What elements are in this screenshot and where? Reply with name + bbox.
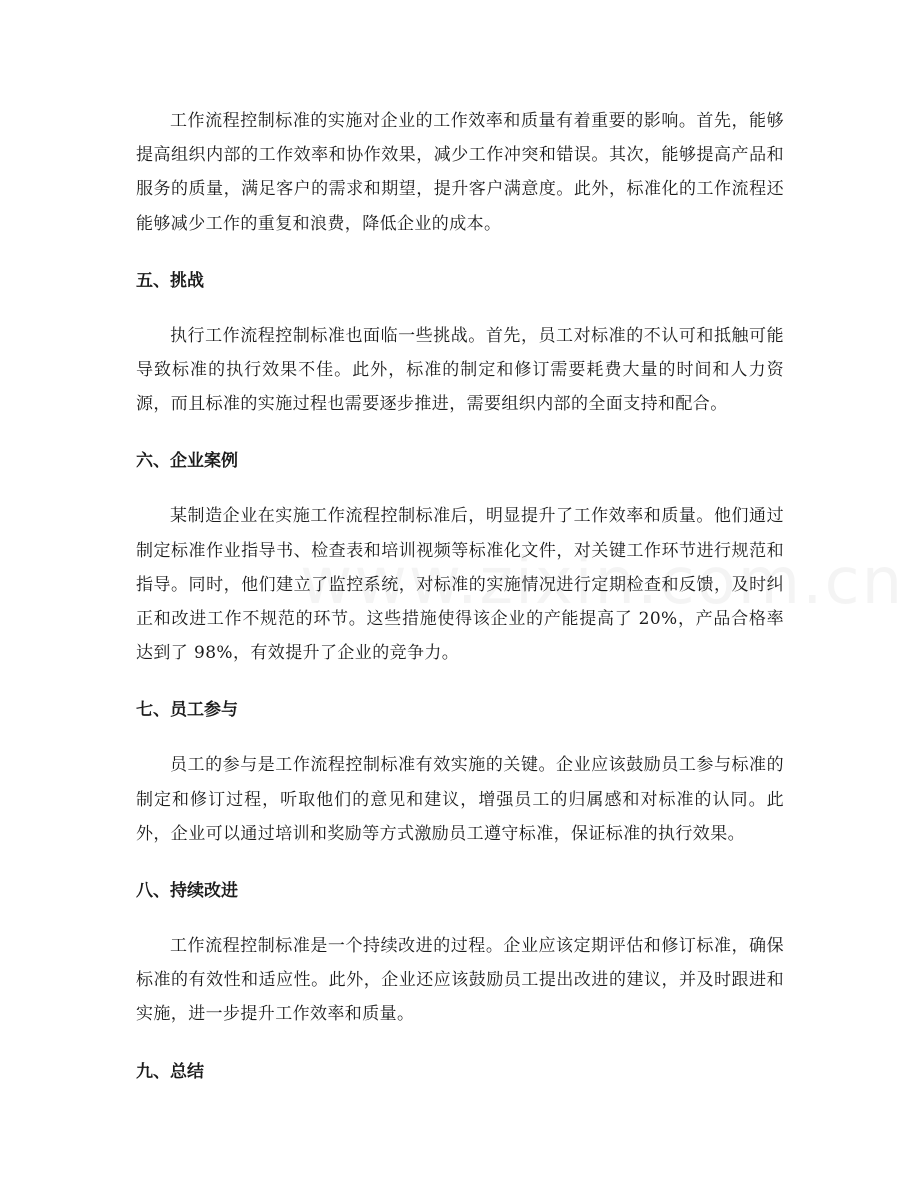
document-body <box>136 104 784 1089</box>
paragraph-impact: 工作流程控制标准的实施对企业的工作效率和质量有着重要的影响。首先，能够提高组织内部的工作效率和协作效果，减少工作冲突和错误。其次，能够提高产品和服务的质量，满足客户的需求和期望，提升客户满意度。此外，标准化的工作流程还能够减少工作的重复和浪费，降低企业的成本。 <box>136 111 784 234</box>
paragraph-case-study: 某制造企业在实施工作流程控制标准后，明显提升了工作效率和质量。他们通过制定标准作业指导书、检查表和培训视频等标准化文件，对关键工作环节进行规范和指导。同时，他们建立了监控系统，对标准的实施情况进行定期检查和反馈，及时纠正和改进工作不规范的环节。这些措施使得该企业的产能提高了 20%，产品合格率达到了 98%，有效提升了企业的竞争力。 <box>136 506 784 664</box>
heading-challenges: 五、挑战 <box>136 270 204 291</box>
paragraph-continuous-improvement: 工作流程控制标准是一个持续改进的过程。企业应该定期评估和修订标准，确保标准的有效性和适应性。此外，企业还应该鼓励员工提出改进的建议，并及时跟进和实施，进一步提升工作效率和质量。 <box>136 936 784 1025</box>
heading-continuous-improvement: 八、持续改进 <box>136 881 238 902</box>
paragraph-challenges: 执行工作流程控制标准也面临一些挑战。首先，员工对标准的不认可和抵触可能导致标准的执行效果不佳。此外，标准的制定和修订需要耗费大量的时间和人力资源，而且标准的实施过程也需要逐步推进，需要组织内部的全面支持和配合。 <box>136 325 784 415</box>
paragraph-employee-participation: 员工的参与是工作流程控制标准有效实施的关键。企业应该鼓励员工参与标准的制定和修订过程，听取他们的意见和建议，增强员工的归属感和对标准的认同。此外，企业可以通过培训和奖励等方式激励员工遵守标准，保证标准的执行效果。 <box>136 755 784 844</box>
heading-case-study: 六、企业案例 <box>136 451 238 472</box>
heading-summary: 九、总结 <box>136 1061 204 1082</box>
heading-employee-participation: 七、员工参与 <box>136 700 238 721</box>
